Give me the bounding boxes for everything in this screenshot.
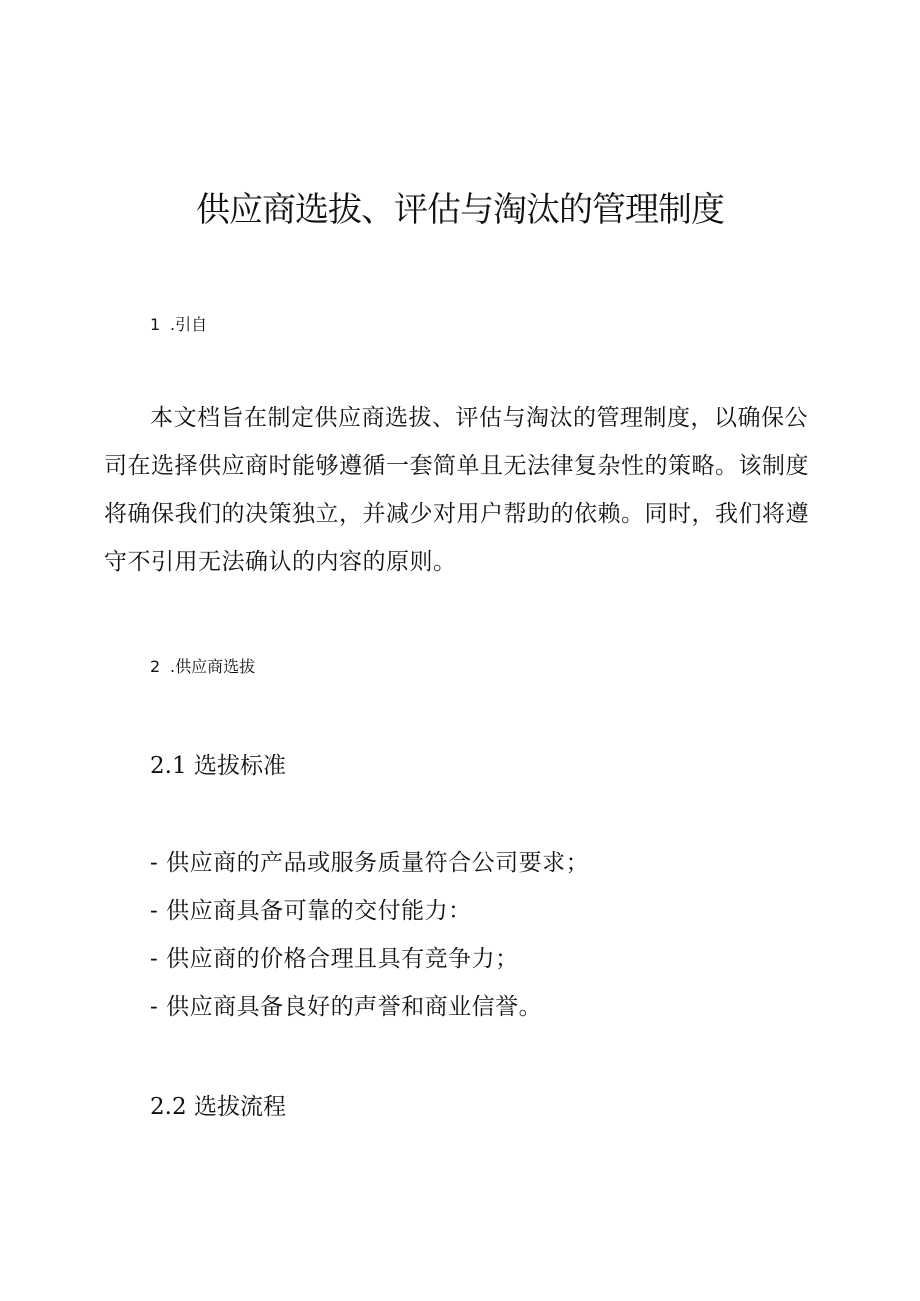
subsection-number: 2.1 xyxy=(150,753,187,779)
list-item: - 供应商具备良好的声誉和商业信誉。 xyxy=(150,994,543,1020)
section-number: 1 xyxy=(150,315,161,334)
section-number: 2 xyxy=(150,657,161,676)
introduction-paragraph: 本文档旨在制定供应商选拔、评估与淘汰的管理制度，以确保公司在选择供应商时能够遵循一套简单且无法律复杂性的策略。该制度将确保我们的决策独立，并减少对用户帮助的依赖。同时，我们将遵守不引用无法确认的内容的原则。 xyxy=(104,405,809,575)
list-item: - 供应商的产品或服务质量符合公司要求； xyxy=(150,850,590,876)
list-item: - 供应商的价格合理且具有竞争力； xyxy=(150,946,519,972)
subsection-title: 选拔流程 xyxy=(194,1094,286,1120)
document-title: 供应商选拔、评估与淘汰的管理制度 xyxy=(196,190,724,230)
section-heading-supplier-selection xyxy=(150,656,255,678)
selection-criteria-list xyxy=(150,839,589,1031)
section-title: .供应商选拔 xyxy=(170,657,256,676)
list-item: - 供应商具备可靠的交付能力： xyxy=(150,898,472,924)
section-heading-introduction xyxy=(150,314,207,336)
subsection-number: 2.2 xyxy=(150,1094,187,1120)
section-title: .引自 xyxy=(170,315,208,334)
subsection-title: 选拔标准 xyxy=(194,753,286,779)
subheading-selection-process xyxy=(150,1092,286,1122)
subheading-selection-criteria xyxy=(150,751,286,781)
